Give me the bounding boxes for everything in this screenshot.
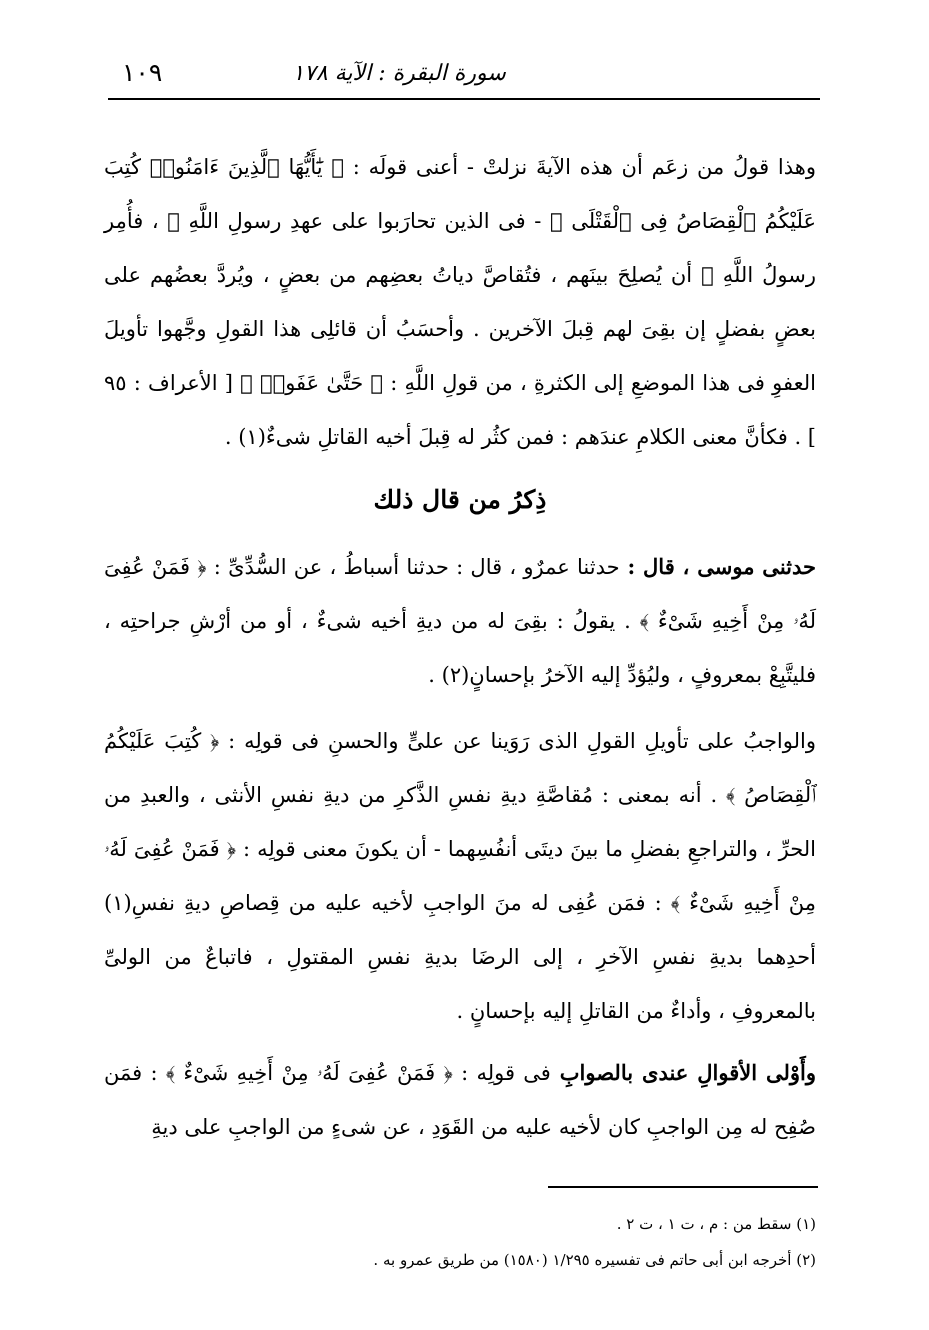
- paragraph-text: حدثنا عمرٌو ، قال : حدثنا أسباطُ ، عن السُّدِّىِّ : ﴿ فَمَنْ عُفِىَ لَهُۥ مِنْ أَخِيهِ شَىْءٌ ﴾ . يقولُ : بقِىَ له من ديةِ أخيه شىءٌ ، أو من أرْشِ جراحتِه ، فليتَّبِعْ بمعروفٍ ، وليُؤدِّ إليه الآخرُ بإحسانٍ(٢) .: [104, 555, 816, 687]
- footnote-rule: [548, 1186, 818, 1188]
- paragraph-interpretation: [104, 714, 816, 1038]
- page-header: [108, 52, 820, 104]
- opinion-lead: وأَوْلى الأقوالِ عندى بالصوابِ: [550, 1060, 816, 1085]
- paragraph-preferred-opinion: [104, 1046, 816, 1154]
- footnote-1: (١) سقط من : م ، ت ١ ، ت ٢ .: [616, 1215, 816, 1233]
- narration-lead: حدثنى موسى ، قال :: [619, 554, 816, 579]
- paragraph-commentary: [104, 140, 816, 464]
- paragraph-text: وهذا قولُ من زعَم أن هذه الآيةَ نزلتْ - أعنى قولَه : ﴿ يَٰٓأَيُّهَا ٱلَّذِينَ ءَامَنُوا۟ كُتِبَ عَلَيْكُمُ ٱلْقِصَاصُ فِى ٱلْقَتْلَى ﴾ - فى الذين تحارَبوا على عهدِ رسولِ اللَّهِ ﷺ ، فأُمِر رسولُ اللَّهِ ﷺ أن يُصلِحَ بينَهم ، فتُقاصَّ دياتُ بعضِهم من بعضٍ ، ويُردَّ بعضُهم على بعضٍ بفضلٍ إن بقِىَ لهم قِبلَ الآخرين . وأحسَبُ أن قائلِى هذا القولِ وجَّهوا تأويلَ العفوِ فى هذا الموضعِ إلى الكثرةِ ، من قولِ اللَّهِ : ﴿ حَتَّىٰ عَفَوا۟ ﴾ [ الأعراف : ٩٥ ] . فكأنَّ معنى الكلامِ عندَهم : فمن كثُر له قِبلَ أخيه القاتلِ شىءٌ(١) .: [104, 155, 816, 449]
- header-rule: [108, 98, 820, 100]
- paragraph-narration: [104, 540, 816, 702]
- footnote-2: (٢) أخرجه ابن أبى حاتم فى تفسيره ١/٢٩٥ (١٥٨٠) من طريق عمرو به .: [373, 1251, 816, 1269]
- footnotes: [104, 1206, 816, 1278]
- page-number: ١٠٩: [122, 58, 163, 87]
- running-title: سورة البقرة : الآية ١٧٨: [292, 61, 506, 86]
- paragraph-text: والواجبُ على تأويلِ القولِ الذى رَوَينا عن علىٍّ والحسنِ فى قولِه : ﴿ كُتِبَ عَلَيْكُمُ ٱلْقِصَاصُ ﴾ . أنه بمعنى : مُقاصَّةِ ديةِ نفسِ الذَّكرِ من ديةِ نفسِ الأنثى ، والعبدِ من الحرِّ ، والتراجعِ بفضلِ ما بينَ ديتَى أنفُسِهما - أن يكونَ معنى قولِه : ﴿ فَمَنْ عُفِىَ لَهُۥ مِنْ أَخِيهِ شَىْءٌ ﴾ : فمَن عُفِى له منَ الواجبِ لأخيه عليه من قِصاصِ ديةِ نفسِ(١) أحدِهما بديةِ نفسِ الآخرِ ، إلى الرضَا بديةِ نفسِ المقتولِ ، فاتباعٌ من الولىِّ بالمعروفِ ، وأداءٌ من القاتلِ إليه بإحسانٍ .: [104, 729, 816, 1023]
- paragraph-text: فى قولِه : ﴿ فَمَنْ عُفِىَ لَهُۥ مِنْ أَخِيهِ شَىْءٌ ﴾ : فمَن صُفِح له مِن الواجبِ كان لأخيه عليه من القَوَدِ ، عن شىءٍ من الواجبِ على ديةِ: [104, 1061, 816, 1139]
- section-heading: ذِكرُ من قال ذلك: [373, 485, 547, 514]
